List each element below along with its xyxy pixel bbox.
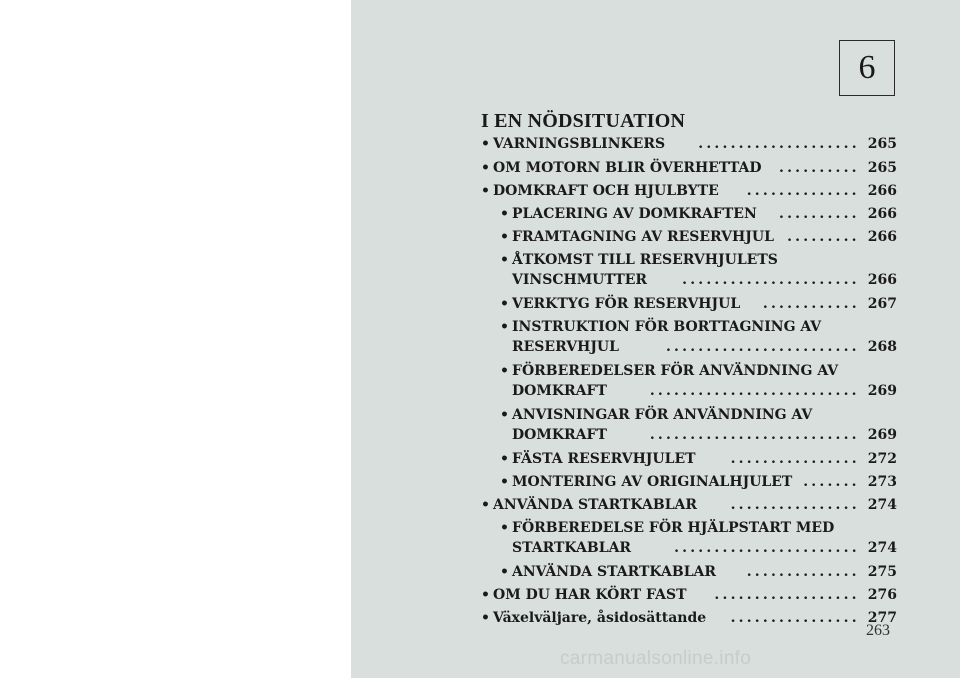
toc-page-number: 266 <box>867 206 897 222</box>
toc-leader-dots: .......... <box>779 206 860 222</box>
toc-entry[interactable] <box>481 495 897 515</box>
toc-entry[interactable] <box>481 158 897 178</box>
toc-leader-dots: .......................... <box>649 427 860 443</box>
toc-bullet: • <box>481 587 490 603</box>
toc-entry[interactable] <box>481 449 897 469</box>
toc-entry[interactable] <box>481 294 897 314</box>
toc-entry-label: FÄSTA RESERVHJULET <box>512 451 696 467</box>
toc-entry[interactable] <box>481 250 897 270</box>
page-number: 263 <box>866 622 890 639</box>
watermark: carmanualsonline.info <box>560 648 752 669</box>
toc-page-number: 272 <box>867 451 897 467</box>
toc-page-number: 277 <box>867 610 897 626</box>
toc-entry[interactable] <box>481 405 897 425</box>
toc-entry-label: OM MOTORN BLIR ÖVERHETTAD <box>493 160 762 176</box>
toc-page-number: 268 <box>867 339 897 355</box>
toc-entry[interactable] <box>481 518 897 538</box>
toc-entry-label: INSTRUKTION FÖR BORTTAGNING AV <box>512 319 822 335</box>
toc-entry[interactable] <box>481 538 897 558</box>
toc-page-number: 275 <box>867 564 897 580</box>
toc-leader-dots: ......... <box>787 229 860 245</box>
toc-entry-label: RESERVHJUL <box>512 339 619 355</box>
toc-entry-label: DOMKRAFT OCH HJULBYTE <box>493 183 719 199</box>
chapter-number-box: 6 <box>839 40 895 96</box>
toc-page-number: 266 <box>867 183 897 199</box>
toc-entry[interactable] <box>481 317 897 337</box>
toc-entry-label: ANVÄNDA STARTKABLAR <box>493 497 698 513</box>
toc-entry[interactable] <box>481 608 897 628</box>
toc-leader-dots: ................ <box>730 497 860 513</box>
toc-bullet: • <box>500 363 509 379</box>
toc-entry-label: FÖRBEREDELSE FÖR HJÄLPSTART MED <box>512 520 835 536</box>
toc-page-number: 267 <box>867 296 897 312</box>
toc-entry-label: MONTERING AV ORIGINALHJULET <box>512 474 793 490</box>
toc-leader-dots: ............ <box>762 296 860 312</box>
toc-leader-dots: .................... <box>698 136 860 152</box>
toc-page-number: 265 <box>867 136 897 152</box>
toc-bullet: • <box>500 407 509 423</box>
toc-entry-label: STARTKABLAR <box>512 540 632 556</box>
toc-bullet: • <box>481 183 490 199</box>
toc-entry-label: ANVISNINGAR FÖR ANVÄNDNING AV <box>512 407 813 423</box>
toc-entry[interactable] <box>481 227 897 247</box>
toc-entry[interactable] <box>481 134 897 154</box>
section-title: I EN NÖDSITUATION <box>481 110 686 132</box>
toc-entry[interactable] <box>481 361 897 381</box>
toc-entry-label: ÅTKOMST TILL RESERVHJULETS <box>512 252 778 268</box>
toc-entry-label: FRAMTAGNING AV RESERVHJUL <box>512 229 774 245</box>
toc-leader-dots: ................ <box>730 451 860 467</box>
toc-entry[interactable] <box>481 425 897 445</box>
toc-entry-label: VINSCHMUTTER <box>512 272 648 288</box>
toc-bullet: • <box>500 564 509 580</box>
toc-entry[interactable] <box>481 472 897 492</box>
toc-bullet: • <box>500 229 509 245</box>
toc-bullet: • <box>500 319 509 335</box>
toc-page-number: 274 <box>867 540 897 556</box>
toc-entry[interactable] <box>481 204 897 224</box>
toc-page-number: 274 <box>867 497 897 513</box>
toc-bullet: • <box>500 206 509 222</box>
toc-bullet: • <box>500 474 509 490</box>
toc-entry-label: DOMKRAFT <box>512 427 607 443</box>
toc-page-number: 269 <box>867 383 897 399</box>
toc-page-number: 265 <box>867 160 897 176</box>
toc-entry-label: VARNINGSBLINKERS <box>493 136 666 152</box>
toc-entry[interactable] <box>481 337 897 357</box>
toc-bullet: • <box>500 296 509 312</box>
toc-entry-label: DOMKRAFT <box>512 383 607 399</box>
toc-bullet: • <box>481 136 490 152</box>
toc-bullet: • <box>500 252 509 268</box>
toc-bullet: • <box>500 520 509 536</box>
toc-entry-label: OM DU HAR KÖRT FAST <box>493 587 687 603</box>
toc-entry[interactable] <box>481 181 897 201</box>
toc-leader-dots: ................ <box>730 610 860 626</box>
toc-leader-dots: .......... <box>779 160 860 176</box>
toc-entry-label: FÖRBEREDELSER FÖR ANVÄNDNING AV <box>512 363 839 379</box>
toc-leader-dots: .................. <box>714 587 860 603</box>
toc-entry-label: ANVÄNDA STARTKABLAR <box>512 564 717 580</box>
toc-entry[interactable] <box>481 270 897 290</box>
toc-leader-dots: ........................ <box>665 339 860 355</box>
toc-leader-dots: .............. <box>746 183 860 199</box>
toc-entry[interactable] <box>481 562 897 582</box>
toc-page-number: 269 <box>867 427 897 443</box>
toc-bullet: • <box>481 160 490 176</box>
toc-page-number: 273 <box>867 474 897 490</box>
toc-leader-dots: .............. <box>746 564 860 580</box>
toc-page-number: 266 <box>867 272 897 288</box>
toc-page-number: 276 <box>867 587 897 603</box>
toc-leader-dots: ...................... <box>682 272 860 288</box>
toc-bullet: • <box>481 497 490 513</box>
blank-margin <box>0 0 351 678</box>
toc-entry[interactable] <box>481 381 897 401</box>
toc-page-number: 266 <box>867 229 897 245</box>
toc-bullet: • <box>500 451 509 467</box>
toc-leader-dots: .......................... <box>649 383 860 399</box>
toc-entry[interactable] <box>481 585 897 605</box>
toc-bullet: • <box>481 610 490 626</box>
toc-leader-dots: ....................... <box>674 540 860 556</box>
toc-entry-label: VERKTYG FÖR RESERVHJUL <box>512 296 741 312</box>
toc-entry-label: Växelväljare, åsidosättande <box>493 610 707 626</box>
toc-entry-label: PLACERING AV DOMKRAFTEN <box>512 206 757 222</box>
toc-leader-dots: ....... <box>803 474 860 490</box>
